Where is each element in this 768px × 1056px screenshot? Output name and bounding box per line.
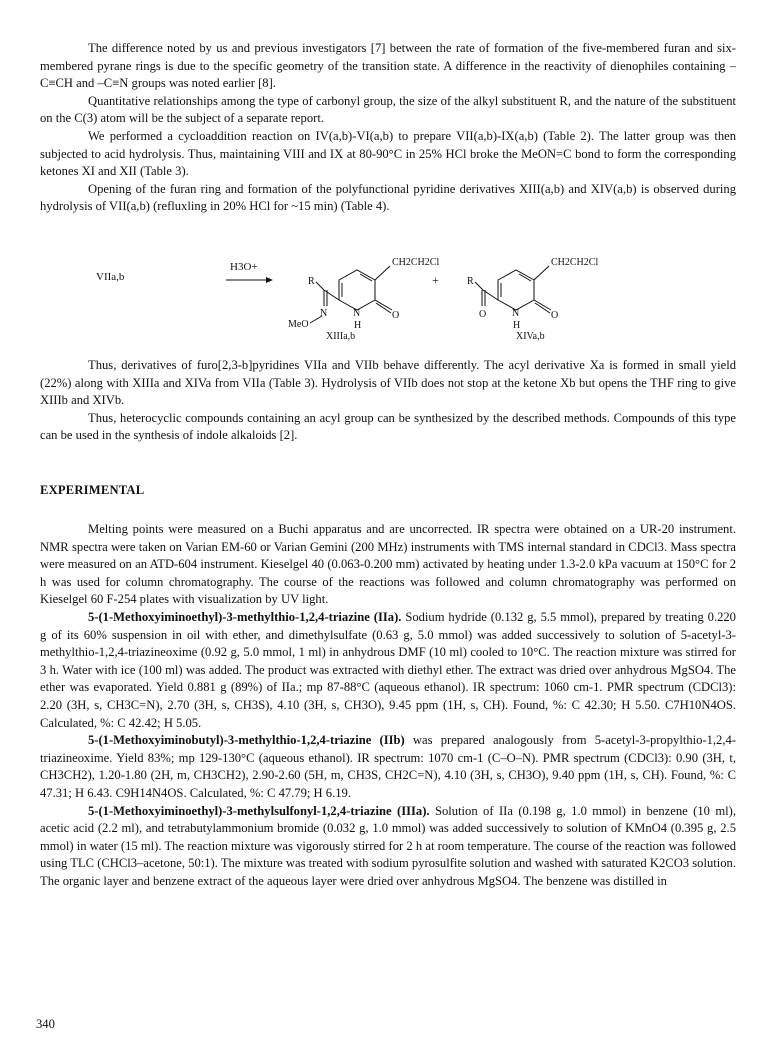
product1-ring-n: N <box>353 308 361 319</box>
paragraph: We performed a cycloaddition reaction on IV(a,b)-VI(a,b) to prepare VII(a,b)-IX(a,b) (Table 2). The latter group was then subjected to acid hydrolysis. Thus, maintaining VIII and IX at 80-90°C in 25% HCl broke the MeON=C bond to form the corresponding ketones XI and XII (Table 3). <box>40 128 736 179</box>
compound-heading: 5-(1-Methoxyiminoethyl)-3-methylthio-1,2,4-triazine (IIa). <box>88 609 402 624</box>
compound-paragraph <box>40 732 736 802</box>
product2-ring-n: N <box>512 308 520 319</box>
product2-ring-oxo: O <box>551 310 559 321</box>
paragraph: Thus, heterocyclic compounds containing an acyl group can be synthesized by the described methods. Compounds of this type can be used in the synthesis of indole alkaloids [2]. <box>40 410 736 443</box>
product2-keto-oxygen: O <box>479 309 487 320</box>
discussion-block <box>40 40 736 216</box>
compound-heading: 5-(1-Methoxyiminobutyl)-3-methylthio-1,2,4-triazine (IIb) <box>88 733 405 748</box>
product1-nh: H <box>354 320 362 331</box>
product1-oxo: O <box>392 310 400 321</box>
product2-nh: H <box>513 320 521 331</box>
product1-methoxy: MeO <box>288 319 309 330</box>
product1-label: XIIIa,b <box>326 331 356 342</box>
section-heading: EXPERIMENTAL <box>40 483 145 497</box>
conclusion-block <box>40 357 736 445</box>
product1-substituent: CH2CH2Cl <box>392 257 440 268</box>
compound-paragraph <box>40 803 736 891</box>
reaction-scheme-drawing <box>40 226 736 342</box>
compound-text: Solution of IIa (0.198 g, 1.0 mmol) in benzene (10 ml), acetic acid (2.2 ml), and tetrabutylammonium bromide (0.032 g, 1.0 mmol) was added successively to solution of KMnO4 (0.395 g, 2.5 mmol) in water (15 ml). The reaction mixture was vigorously stirred for 2 h at room temperature. The course of the reaction was followed using TLC (CHCl3–acetone, 50:1). The mixture was treated with sodium pyrosulfite solution and washed with saturated K2CO3 solution. The organic layer and benzene extract of the aqueous layer were dried over anhydrous MgSO4. The benzene was distilled in <box>40 803 736 888</box>
compound-heading: 5-(1-Methoxyiminoethyl)-3-methylsulfonyl-1,2,4-triazine (IIIa). <box>88 803 430 818</box>
scheme-reactant: VIIa,b <box>96 271 125 283</box>
arrow-head <box>266 277 273 283</box>
paragraph: The difference noted by us and previous investigators [7] between the rate of formation of the five-membered furan and six-membered pyrane rings is due to the specific geometry of the transition state. A difference in the reactivity of dienophiles containing –C≡CH and –C≡N groups was noted earlier [8]. <box>40 41 736 91</box>
product2-r-group: R <box>467 276 474 287</box>
page-number: 340 <box>36 1017 55 1031</box>
product2-label: XIVa,b <box>516 331 545 342</box>
product2-substituent: CH2CH2Cl <box>551 257 599 268</box>
scheme-reagent: H3O+ <box>230 261 258 273</box>
product1-imine-n: N <box>320 308 328 319</box>
compound-text: Sodium hydride (0.132 g, 5.5 mmol), prepared by treating 0.220 g of its 60% suspension in oil with ether, and dimethylsulfate (0.63 g, 5.0 mmol) was added successively to solution of 5-acetyl-3-methylthio-1,2,4-triazineoxime (0.92 g, 5.0 mmol, 1 ml) in anhydrous DMF (10 ml) cooled to 10°C. The reaction mixture was stirred for 3 h. Water with ice (100 ml) was added. The product was extracted with diethyl ether. The extract was dried over anhydrous MgSO4. The ether was evaporated. Yield 0.881 g (89%) of IIa.; mp 87-88°C (aqueous ethanol). IR spectrum: 1060 cm-1. PMR spectrum (CDCl3): 2.20 (3H, s, CH3C=N), 2.70 (3H, s, CH3S), 4.10 (3H, s, CH3O), 9.45 ppm (1H, s, CH). Found, %: C 42.30; H 5.50. C7H10N4OS. Calculated, %: C 42.42; H 5.05. <box>40 609 736 730</box>
paragraph: Opening of the furan ring and formation of the polyfunctional pyridine derivatives XIII(a,b) and XIV(a,b) is observed during hydrolysis of VII(a,b) (refluxling in 20% HCl for ~15 min) (Table 4). <box>40 181 736 214</box>
compound-paragraph <box>40 609 736 732</box>
experimental-block <box>40 521 736 890</box>
reaction-scheme <box>40 226 736 342</box>
product1-r-group: R <box>308 276 315 287</box>
scheme-plus: + <box>432 273 439 287</box>
product1-structure <box>288 257 439 342</box>
paragraph: Quantitative relationships among the type of carbonyl group, the size of the alkyl substituent R, and the nature of the substituent on the C(3) atom will be the subject of a separate report. <box>40 93 736 126</box>
paragraph: Melting points were measured on a Buchi apparatus and are uncorrected. IR spectra were obtained on a UR-20 instrument. NMR spectra were taken on Varian EM-60 or Varian Gemini (200 MHz) instruments with TMS internal standard in CDCl3. Mass spectra were measured on an ATD-604 instrument. Kieselgel 40 (0.063-0.200 mm) activated by heating under 1.3-2.0 kPa vacuum at 150°C for 2 h was used for column chromatography. The course of the reactions was followed and column chromatography was performed on Kieselgel 60 F-254 plates with visualization by UV light. <box>40 522 736 607</box>
compound-text: was prepared analogously from 5-acetyl-3-propylthio-1,2,4-triazineoxime. Yield 83%; mp 129-130°C (aqueous ethanol). IR spectrum: 1070 cm-1 (C–O–N). PMR spectrum (CDCl3): 0.90 (3H, t, CH3CH2), 1.20-1.80 (2H, m, CH3CH2), 2.90-2.60 (5H, m, CH3S, CH2C=N), 4.10 (3H, s, CH3O), 9.40 ppm (1H, s, CH). Found, %: C 47.31; H 6.43. C9H14N4OS. Calculated, %: C 47.79; H 6.19. <box>40 733 736 800</box>
paragraph: Thus, derivatives of furo[2,3-b]pyridines VIIa and VIIb behave differently. The acyl derivative Xa is formed in small yield (22%) along with XIIIa and XIVa from VIIa (Table 3). Hydrolysis of VIIb does not stop at the ketone Xb but opens the THF ring to give XIIIb and XIVb. <box>40 358 736 408</box>
product2-structure <box>467 257 598 342</box>
